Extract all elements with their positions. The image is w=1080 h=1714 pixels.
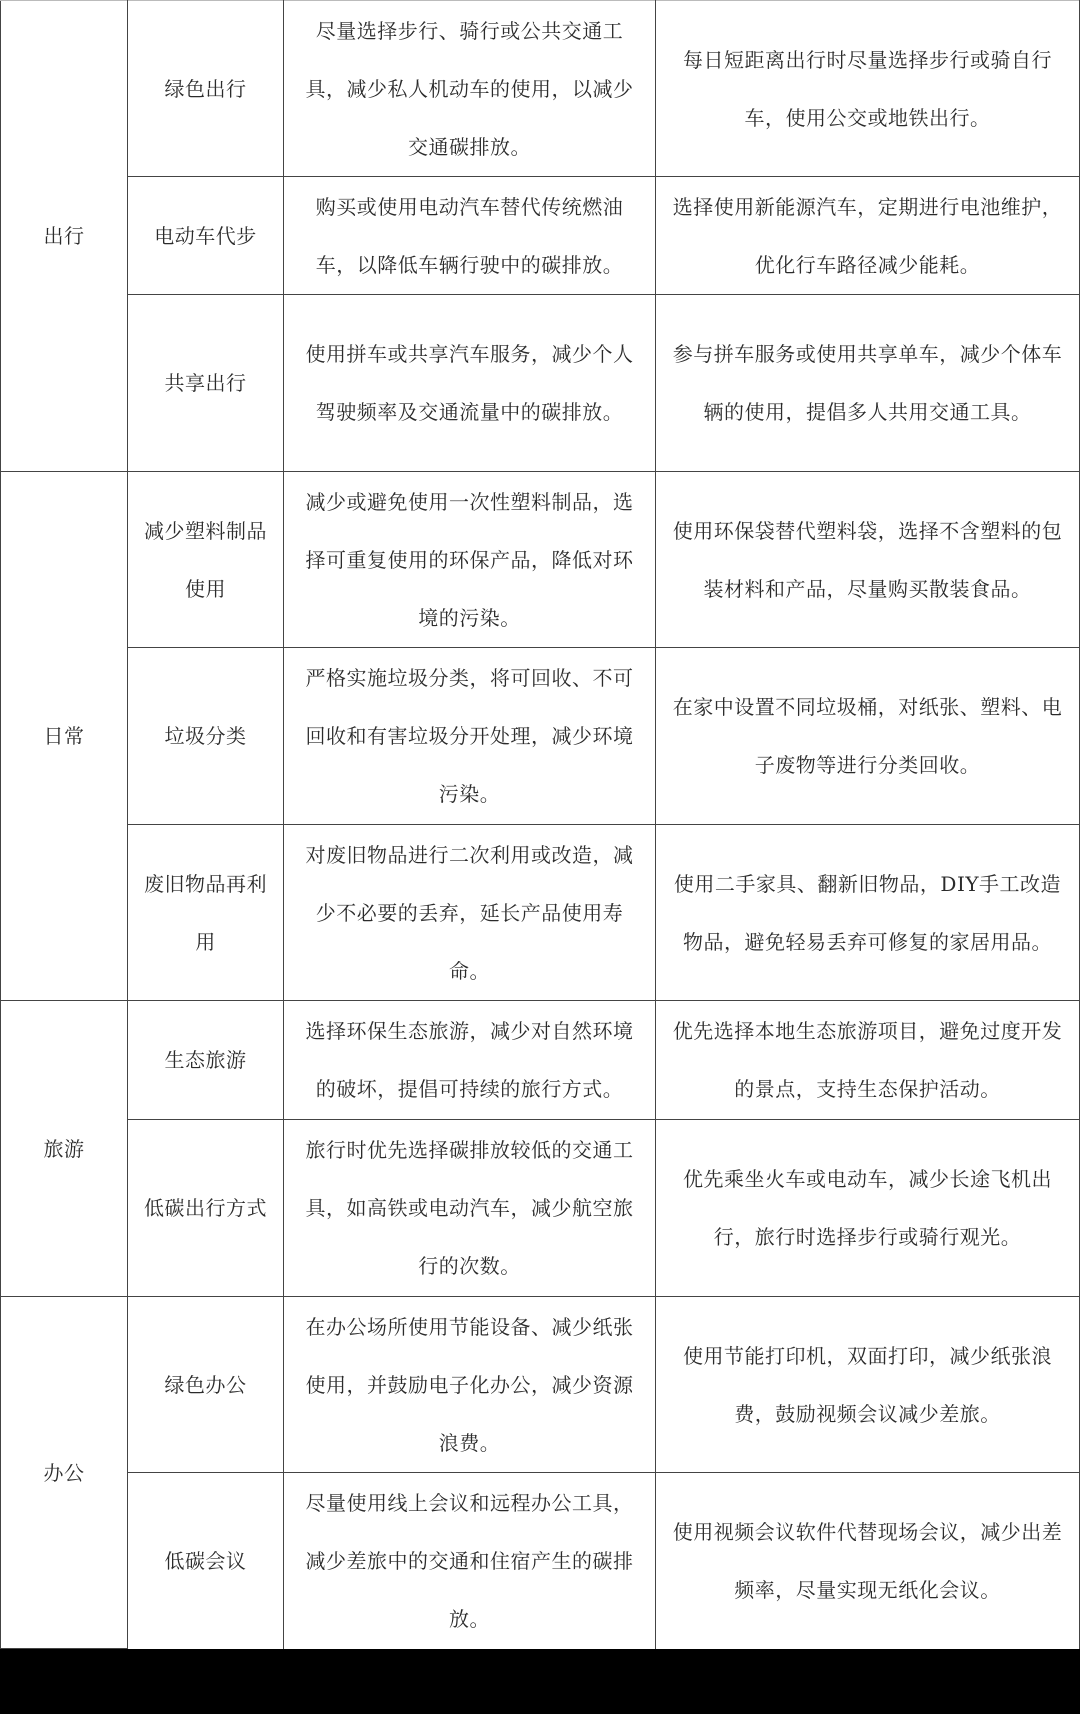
- category-cell: 办公: [1, 1297, 128, 1649]
- example-cell: 优先选择本地生态旅游项目，避免过度开发的景点，支持生态保护活动。: [656, 1001, 1080, 1120]
- description-cell: 对废旧物品进行二次利用或改造，减少不必要的丢弃，延长产品使用寿命。: [284, 825, 656, 1001]
- example-cell: 使用节能打印机，双面打印，减少纸张浪费，鼓励视频会议减少差旅。: [656, 1297, 1080, 1473]
- category-cell: 旅游: [1, 1001, 128, 1297]
- measure-cell: 绿色办公: [128, 1297, 284, 1473]
- description-cell: 严格实施垃圾分类，将可回收、不可回收和有害垃圾分开处理，减少环境污染。: [284, 648, 656, 825]
- description-cell: 旅行时优先选择碳排放较低的交通工具，如高铁或电动汽车，减少航空旅行的次数。: [284, 1120, 656, 1297]
- description-cell: 尽量选择步行、骑行或公共交通工具，减少私人机动车的使用，以减少交通碳排放。: [284, 1, 656, 177]
- table-row: [1, 295, 1080, 472]
- measure-cell: 废旧物品再利用: [128, 825, 284, 1001]
- table-row: [1, 1, 1080, 177]
- example-cell: 优先乘坐火车或电动车，减少长途飞机出行，旅行时选择步行或骑行观光。: [656, 1120, 1080, 1297]
- example-cell: 参与拼车服务或使用共享单车，减少个体车辆的使用，提倡多人共用交通工具。: [656, 295, 1080, 472]
- description-cell: 选择环保生态旅游，减少对自然环境的破坏，提倡可持续的旅行方式。: [284, 1001, 656, 1120]
- description-cell: 使用拼车或共享汽车服务，减少个人驾驶频率及交通流量中的碳排放。: [284, 295, 656, 472]
- example-cell: 使用二手家具、翻新旧物品，DIY手工改造物品，避免轻易丢弃可修复的家居用品。: [656, 825, 1080, 1001]
- measure-cell: 垃圾分类: [128, 648, 284, 825]
- example-cell: 选择使用新能源汽车，定期进行电池维护，优化行车路径减少能耗。: [656, 177, 1080, 295]
- description-cell: 减少或避免使用一次性塑料制品，选择可重复使用的环保产品，降低对环境的污染。: [284, 472, 656, 648]
- table-row: [1, 648, 1080, 825]
- measure-cell: 共享出行: [128, 295, 284, 472]
- table-row: [1, 177, 1080, 295]
- category-cell: 出行: [1, 1, 128, 472]
- table-row: [1, 1001, 1080, 1120]
- example-cell: 每日短距离出行时尽量选择步行或骑自行车，使用公交或地铁出行。: [656, 1, 1080, 177]
- example-cell: 使用视频会议软件代替现场会议，减少出差频率，尽量实现无纸化会议。: [656, 1473, 1080, 1649]
- measure-cell: 低碳出行方式: [128, 1120, 284, 1297]
- description-cell: 在办公场所使用节能设备、减少纸张使用，并鼓励电子化办公，减少资源浪费。: [284, 1297, 656, 1473]
- description-cell: 购买或使用电动汽车替代传统燃油车，以降低车辆行驶中的碳排放。: [284, 177, 656, 295]
- measure-cell: 生态旅游: [128, 1001, 284, 1120]
- description-cell: 尽量使用线上会议和远程办公工具，减少差旅中的交通和住宿产生的碳排放。: [284, 1473, 656, 1649]
- measure-cell: 减少塑料制品使用: [128, 472, 284, 648]
- table-row: [1, 1120, 1080, 1297]
- measure-cell: 低碳会议: [128, 1473, 284, 1649]
- table-row: [1, 472, 1080, 648]
- example-cell: 在家中设置不同垃圾桶，对纸张、塑料、电子废物等进行分类回收。: [656, 648, 1080, 825]
- category-cell: 日常: [1, 472, 128, 1001]
- table-row: [1, 1473, 1080, 1649]
- table-row: [1, 825, 1080, 1001]
- table-row: [1, 1297, 1080, 1473]
- measure-cell: 电动车代步: [128, 177, 284, 295]
- example-cell: 使用环保袋替代塑料袋，选择不含塑料的包装材料和产品，尽量购买散装食品。: [656, 472, 1080, 648]
- measure-cell: 绿色出行: [128, 1, 284, 177]
